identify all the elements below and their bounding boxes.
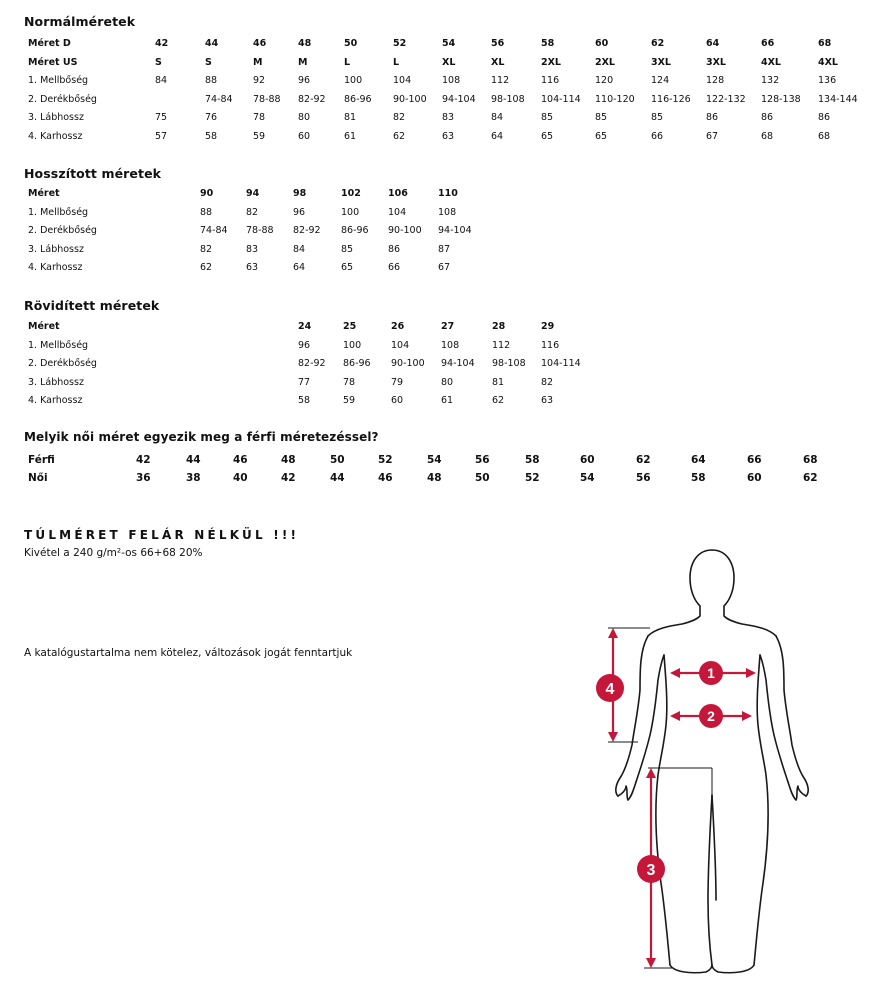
normal-cell: 4XL [761, 56, 781, 68]
short-cell: 79 [391, 376, 404, 388]
normal-cell: 78-88 [253, 93, 281, 105]
long-cell: 96 [293, 206, 306, 218]
women-cell: 64 [691, 454, 706, 466]
short-cell: 28 [492, 321, 506, 332]
normal-cell: 100 [344, 75, 363, 87]
marker-4 [596, 674, 624, 702]
short-cell: 82 [541, 376, 554, 388]
long-cell: 102 [341, 188, 361, 199]
short-cell: 98-108 [492, 358, 526, 370]
normal-cell: 46 [253, 38, 267, 49]
women-cell: 36 [136, 472, 151, 484]
normal-sizes-title: Normálméretek [24, 14, 136, 29]
long-cell: 65 [341, 262, 354, 274]
normal-cell: 52 [393, 38, 407, 49]
normal-row-label: Méret D [28, 38, 71, 49]
short-row-label: 2. Derékbőség [28, 358, 97, 370]
long-cell: 98 [293, 188, 307, 199]
normal-cell: 75 [155, 112, 168, 124]
normal-cell: 110-120 [595, 93, 635, 105]
normal-cell: 132 [761, 75, 780, 87]
normal-cell: 86 [818, 112, 831, 124]
short-cell: 25 [343, 321, 357, 332]
normal-cell: 78 [253, 112, 266, 124]
women-cell: 44 [330, 472, 345, 484]
short-cell: 86-96 [343, 358, 371, 370]
short-cell: 80 [441, 376, 454, 388]
normal-cell: 84 [155, 75, 168, 87]
normal-cell: 116-126 [651, 93, 691, 105]
normal-cell: 62 [393, 131, 406, 142]
women-cell: 46 [233, 454, 248, 466]
normal-cell: 92 [253, 75, 266, 87]
normal-cell: 60 [595, 38, 609, 49]
short-cell: 62 [492, 395, 505, 407]
normal-cell: 80 [298, 112, 311, 124]
normal-cell: 4XL [818, 56, 838, 68]
long-cell: 62 [200, 262, 213, 274]
long-cell: 90 [200, 188, 214, 199]
long-cell: 106 [388, 188, 408, 199]
women-cell: 48 [281, 454, 296, 466]
normal-cell: 120 [595, 75, 614, 87]
women-cell: 54 [580, 472, 595, 484]
short-cell: 104 [391, 339, 410, 351]
normal-cell: 58 [541, 38, 555, 49]
women-cell: 46 [378, 472, 393, 484]
normal-cell: 44 [205, 38, 219, 49]
normal-cell: 54 [442, 38, 456, 49]
short-cell: 58 [298, 395, 311, 407]
normal-cell: 66 [651, 131, 664, 142]
normal-cell: 128 [706, 75, 725, 87]
long-cell: 104 [388, 206, 407, 218]
normal-cell: 74-84 [205, 93, 233, 105]
normal-cell: 42 [155, 38, 169, 49]
short-cell: 77 [298, 376, 311, 388]
women-cell: 58 [525, 454, 540, 466]
women-cell: 52 [525, 472, 540, 484]
normal-cell: 68 [761, 131, 774, 142]
normal-cell: 96 [298, 75, 311, 87]
normal-cell: 60 [298, 131, 311, 142]
women-cell: 60 [580, 454, 595, 466]
women-sizes-title: Melyik női méret egyezik meg a férfi méretezéssel? [24, 430, 379, 444]
short-cell: 24 [298, 321, 312, 332]
figure-head [648, 550, 712, 636]
short-sizes-title: Rövidített méretek [24, 298, 160, 313]
normal-cell: 122-132 [706, 93, 746, 105]
women-cell: 42 [281, 472, 296, 484]
women-cell: 54 [427, 454, 442, 466]
long-sizes-title: Hosszított méretek [24, 166, 162, 181]
long-row-label: Méret [28, 188, 60, 199]
normal-cell: 128-138 [761, 93, 801, 105]
women-cell: 58 [691, 472, 706, 484]
short-cell: 29 [541, 321, 555, 332]
long-cell: 110 [438, 188, 458, 199]
long-cell: 64 [293, 262, 306, 274]
long-cell: 78-88 [246, 225, 274, 237]
marker-3 [637, 855, 665, 883]
normal-cell: 64 [706, 38, 720, 49]
normal-cell: 57 [155, 131, 168, 142]
normal-cell: 63 [442, 131, 455, 142]
long-row-label: 2. Derékbőség [28, 225, 97, 237]
long-cell: 86-96 [341, 225, 369, 237]
long-cell: 90-100 [388, 225, 422, 237]
women-cell: 56 [636, 472, 651, 484]
women-cell: 62 [803, 472, 818, 484]
long-cell: 74-84 [200, 225, 228, 237]
normal-cell: 3XL [706, 56, 726, 68]
short-cell: 78 [343, 376, 356, 388]
women-cell: 68 [803, 454, 818, 466]
normal-cell: 88 [205, 75, 218, 87]
short-row-label: Méret [28, 321, 60, 332]
normal-cell: XL [442, 56, 456, 68]
short-cell: 81 [492, 376, 505, 388]
short-cell: 61 [441, 395, 454, 407]
disclaimer-note: A katalógustartalma nem kötelez, változások jogát fenntartjuk [24, 647, 353, 659]
long-cell: 66 [388, 262, 401, 274]
normal-cell: 81 [344, 112, 357, 124]
long-cell: 87 [438, 243, 451, 255]
normal-cell: L [344, 56, 351, 68]
normal-cell: 104 [393, 75, 412, 87]
women-cell: 48 [427, 472, 442, 484]
short-cell: 27 [441, 321, 455, 332]
short-cell: 96 [298, 339, 311, 351]
short-cell: 116 [541, 339, 560, 351]
women-cell: 44 [186, 454, 201, 466]
normal-cell: 108 [442, 75, 461, 87]
normal-cell: 124 [651, 75, 670, 87]
long-cell: 67 [438, 262, 451, 274]
short-cell: 108 [441, 339, 460, 351]
normal-cell: 56 [491, 38, 505, 49]
normal-cell: 66 [761, 38, 775, 49]
short-row-label: 4. Karhossz [28, 395, 83, 407]
women-row-label: Női [28, 472, 48, 484]
long-row-label: 1. Mellbőség [28, 206, 89, 218]
normal-cell: 59 [253, 131, 266, 142]
normal-cell: 82-92 [298, 93, 326, 105]
short-cell: 104-114 [541, 358, 581, 370]
normal-cell: L [393, 56, 400, 68]
normal-cell: 84 [491, 112, 504, 124]
normal-cell: 104-114 [541, 93, 581, 105]
long-row-label: 3. Lábhossz [28, 243, 84, 255]
normal-cell: 65 [595, 131, 608, 142]
short-cell: 94-104 [441, 358, 475, 370]
normal-cell: 76 [205, 112, 218, 124]
women-row-label: Férfi [28, 454, 55, 466]
normal-cell: 85 [595, 112, 608, 124]
normal-cell: XL [491, 56, 505, 68]
svg-text:4: 4 [605, 681, 615, 698]
normal-cell: 68 [818, 131, 831, 142]
normal-cell: 116 [541, 75, 560, 87]
normal-cell: 50 [344, 38, 358, 49]
figure-legs [708, 795, 712, 965]
long-cell: 108 [438, 206, 457, 218]
normal-cell: 134-144 [818, 93, 858, 105]
normal-row-label: 3. Lábhossz [28, 112, 84, 124]
women-cell: 38 [186, 472, 201, 484]
normal-cell: 62 [651, 38, 665, 49]
normal-cell: 65 [541, 131, 554, 142]
marker-1 [699, 661, 723, 685]
normal-cell: 94-104 [442, 93, 476, 105]
oversize-notice: TÚLMÉRET FELÁR NÉLKÜL !!! [24, 528, 300, 542]
women-cell: 62 [636, 454, 651, 466]
normal-cell: 61 [344, 131, 357, 142]
women-cell: 40 [233, 472, 248, 484]
women-cell: 56 [475, 454, 490, 466]
normal-row-label: Méret US [28, 56, 78, 68]
figure-right-arm [776, 636, 808, 796]
svg-text:1: 1 [707, 665, 715, 681]
normal-cell: S [155, 56, 162, 68]
marker-2 [699, 704, 723, 728]
normal-cell: 136 [818, 75, 837, 87]
long-cell: 84 [293, 243, 306, 255]
women-cell: 66 [747, 454, 762, 466]
normal-cell: 64 [491, 131, 504, 142]
normal-cell: 85 [651, 112, 664, 124]
short-cell: 112 [492, 339, 511, 351]
normal-cell: 82 [393, 112, 406, 124]
normal-cell: 86 [761, 112, 774, 124]
normal-cell: 2XL [595, 56, 615, 68]
normal-cell: M [298, 56, 308, 68]
normal-cell: 112 [491, 75, 510, 87]
long-cell: 94 [246, 188, 260, 199]
women-cell: 50 [330, 454, 345, 466]
normal-row-label: 4. Karhossz [28, 131, 83, 142]
women-cell: 42 [136, 454, 151, 466]
figure-left-arm [616, 636, 648, 796]
svg-text:2: 2 [707, 708, 715, 724]
short-row-label: 1. Mellbőség [28, 339, 89, 351]
normal-cell: 58 [205, 131, 218, 142]
normal-cell: 86 [706, 112, 719, 124]
normal-row-label: 2. Derékbőség [28, 93, 97, 105]
women-cell: 60 [747, 472, 762, 484]
exception-note: Kivétel a 240 g/m²-os 66+68 20% [24, 547, 203, 559]
svg-text:3: 3 [646, 862, 656, 879]
long-cell: 88 [200, 206, 213, 218]
normal-cell: 2XL [541, 56, 561, 68]
short-cell: 59 [343, 395, 356, 407]
short-cell: 82-92 [298, 358, 326, 370]
long-cell: 94-104 [438, 225, 472, 237]
short-cell: 100 [343, 339, 362, 351]
short-cell: 60 [391, 395, 404, 407]
long-cell: 83 [246, 243, 259, 255]
long-cell: 85 [341, 243, 354, 255]
normal-cell: 68 [818, 38, 832, 49]
long-cell: 100 [341, 206, 360, 218]
short-cell: 90-100 [391, 358, 425, 370]
long-cell: 82 [246, 206, 259, 218]
short-cell: 26 [391, 321, 405, 332]
women-cell: 52 [378, 454, 393, 466]
normal-cell: 3XL [651, 56, 671, 68]
normal-row-label: 1. Mellbőség [28, 75, 89, 87]
long-cell: 86 [388, 243, 401, 255]
normal-cell: 67 [706, 131, 719, 142]
normal-cell: M [253, 56, 263, 68]
long-cell: 82 [200, 243, 213, 255]
normal-cell: 98-108 [491, 93, 525, 105]
normal-cell: 83 [442, 112, 455, 124]
normal-cell: 48 [298, 38, 312, 49]
normal-cell: S [205, 56, 212, 68]
normal-cell: 85 [541, 112, 554, 124]
short-cell: 63 [541, 395, 554, 407]
women-cell: 50 [475, 472, 490, 484]
long-cell: 82-92 [293, 225, 321, 237]
short-row-label: 3. Lábhossz [28, 376, 84, 388]
normal-cell: 86-96 [344, 93, 372, 105]
normal-cell: 90-100 [393, 93, 427, 105]
figure-torso [656, 655, 670, 965]
long-row-label: 4. Karhossz [28, 262, 83, 274]
long-cell: 63 [246, 262, 259, 274]
